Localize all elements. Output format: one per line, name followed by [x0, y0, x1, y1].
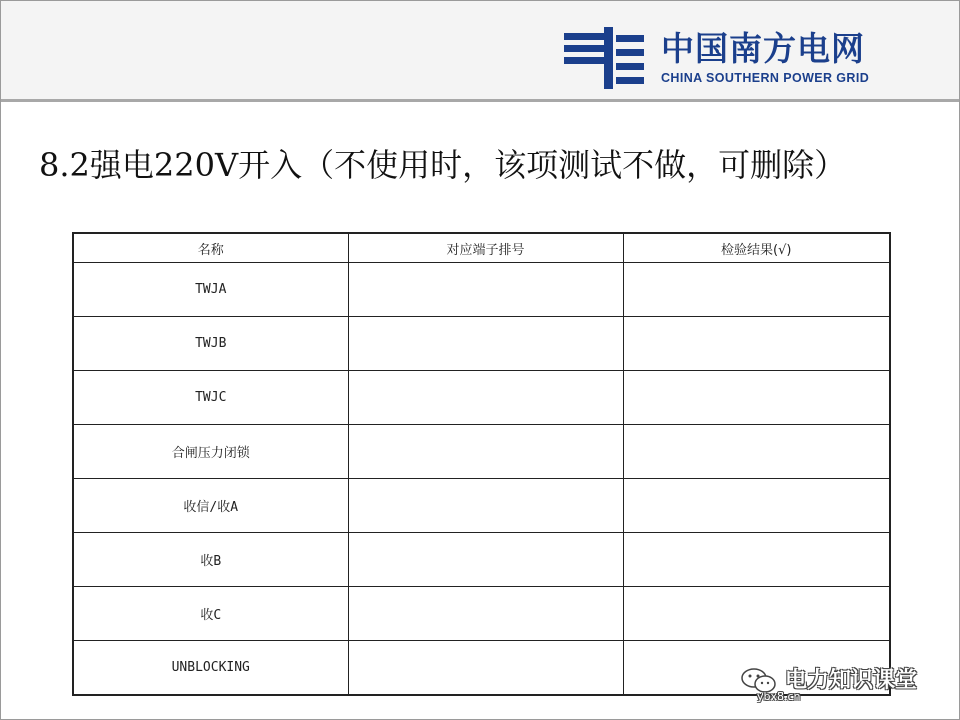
terminal-cell[interactable] — [348, 317, 623, 371]
terminal-cell[interactable] — [348, 425, 623, 479]
row-name: 收C — [73, 587, 348, 641]
row-name: 合闸压力闭锁 — [73, 425, 348, 479]
table-row — [73, 533, 890, 587]
row-name: 收信/收A — [73, 479, 348, 533]
terminal-cell[interactable] — [348, 479, 623, 533]
terminal-cell[interactable] — [348, 641, 623, 696]
result-cell[interactable] — [623, 263, 890, 317]
terminal-cell[interactable] — [348, 263, 623, 317]
result-cell[interactable] — [623, 371, 890, 425]
table-header-row — [73, 233, 890, 263]
table-row — [73, 587, 890, 641]
row-name: 收B — [73, 533, 348, 587]
table-row — [73, 371, 890, 425]
terminal-cell[interactable] — [348, 587, 623, 641]
csg-logo-icon — [564, 27, 646, 89]
watermark — [739, 663, 939, 713]
logo-english-text: CHINA SOUTHERN POWER GRID — [661, 71, 870, 85]
row-name: TWJC — [73, 371, 348, 425]
result-cell[interactable] — [623, 533, 890, 587]
logo-chinese-text: 中国南方电网 — [661, 29, 865, 68]
terminal-cell[interactable] — [348, 533, 623, 587]
row-name: TWJB — [73, 317, 348, 371]
header-divider — [1, 99, 959, 102]
header-terminal: 对应端子排号 — [348, 233, 623, 263]
result-cell[interactable] — [623, 479, 890, 533]
test-checklist-table — [72, 232, 891, 696]
result-cell[interactable] — [623, 587, 890, 641]
header-name: 名称 — [73, 233, 348, 263]
row-name: UNBLOCKING — [73, 641, 348, 696]
slide-title: 8.2强电220V开入（不使用时，该项测试不做，可删除） — [39, 146, 847, 184]
table-row — [73, 263, 890, 317]
row-name: TWJA — [73, 263, 348, 317]
result-cell[interactable] — [623, 425, 890, 479]
header-result: 检验结果(√) — [623, 233, 890, 263]
table-row — [73, 479, 890, 533]
table-row — [73, 425, 890, 479]
terminal-cell[interactable] — [348, 371, 623, 425]
watermark-url: ybx8.cn — [757, 690, 801, 703]
table-row — [73, 317, 890, 371]
watermark-text: 电力知识课堂 — [785, 668, 918, 693]
result-cell[interactable] — [623, 317, 890, 371]
